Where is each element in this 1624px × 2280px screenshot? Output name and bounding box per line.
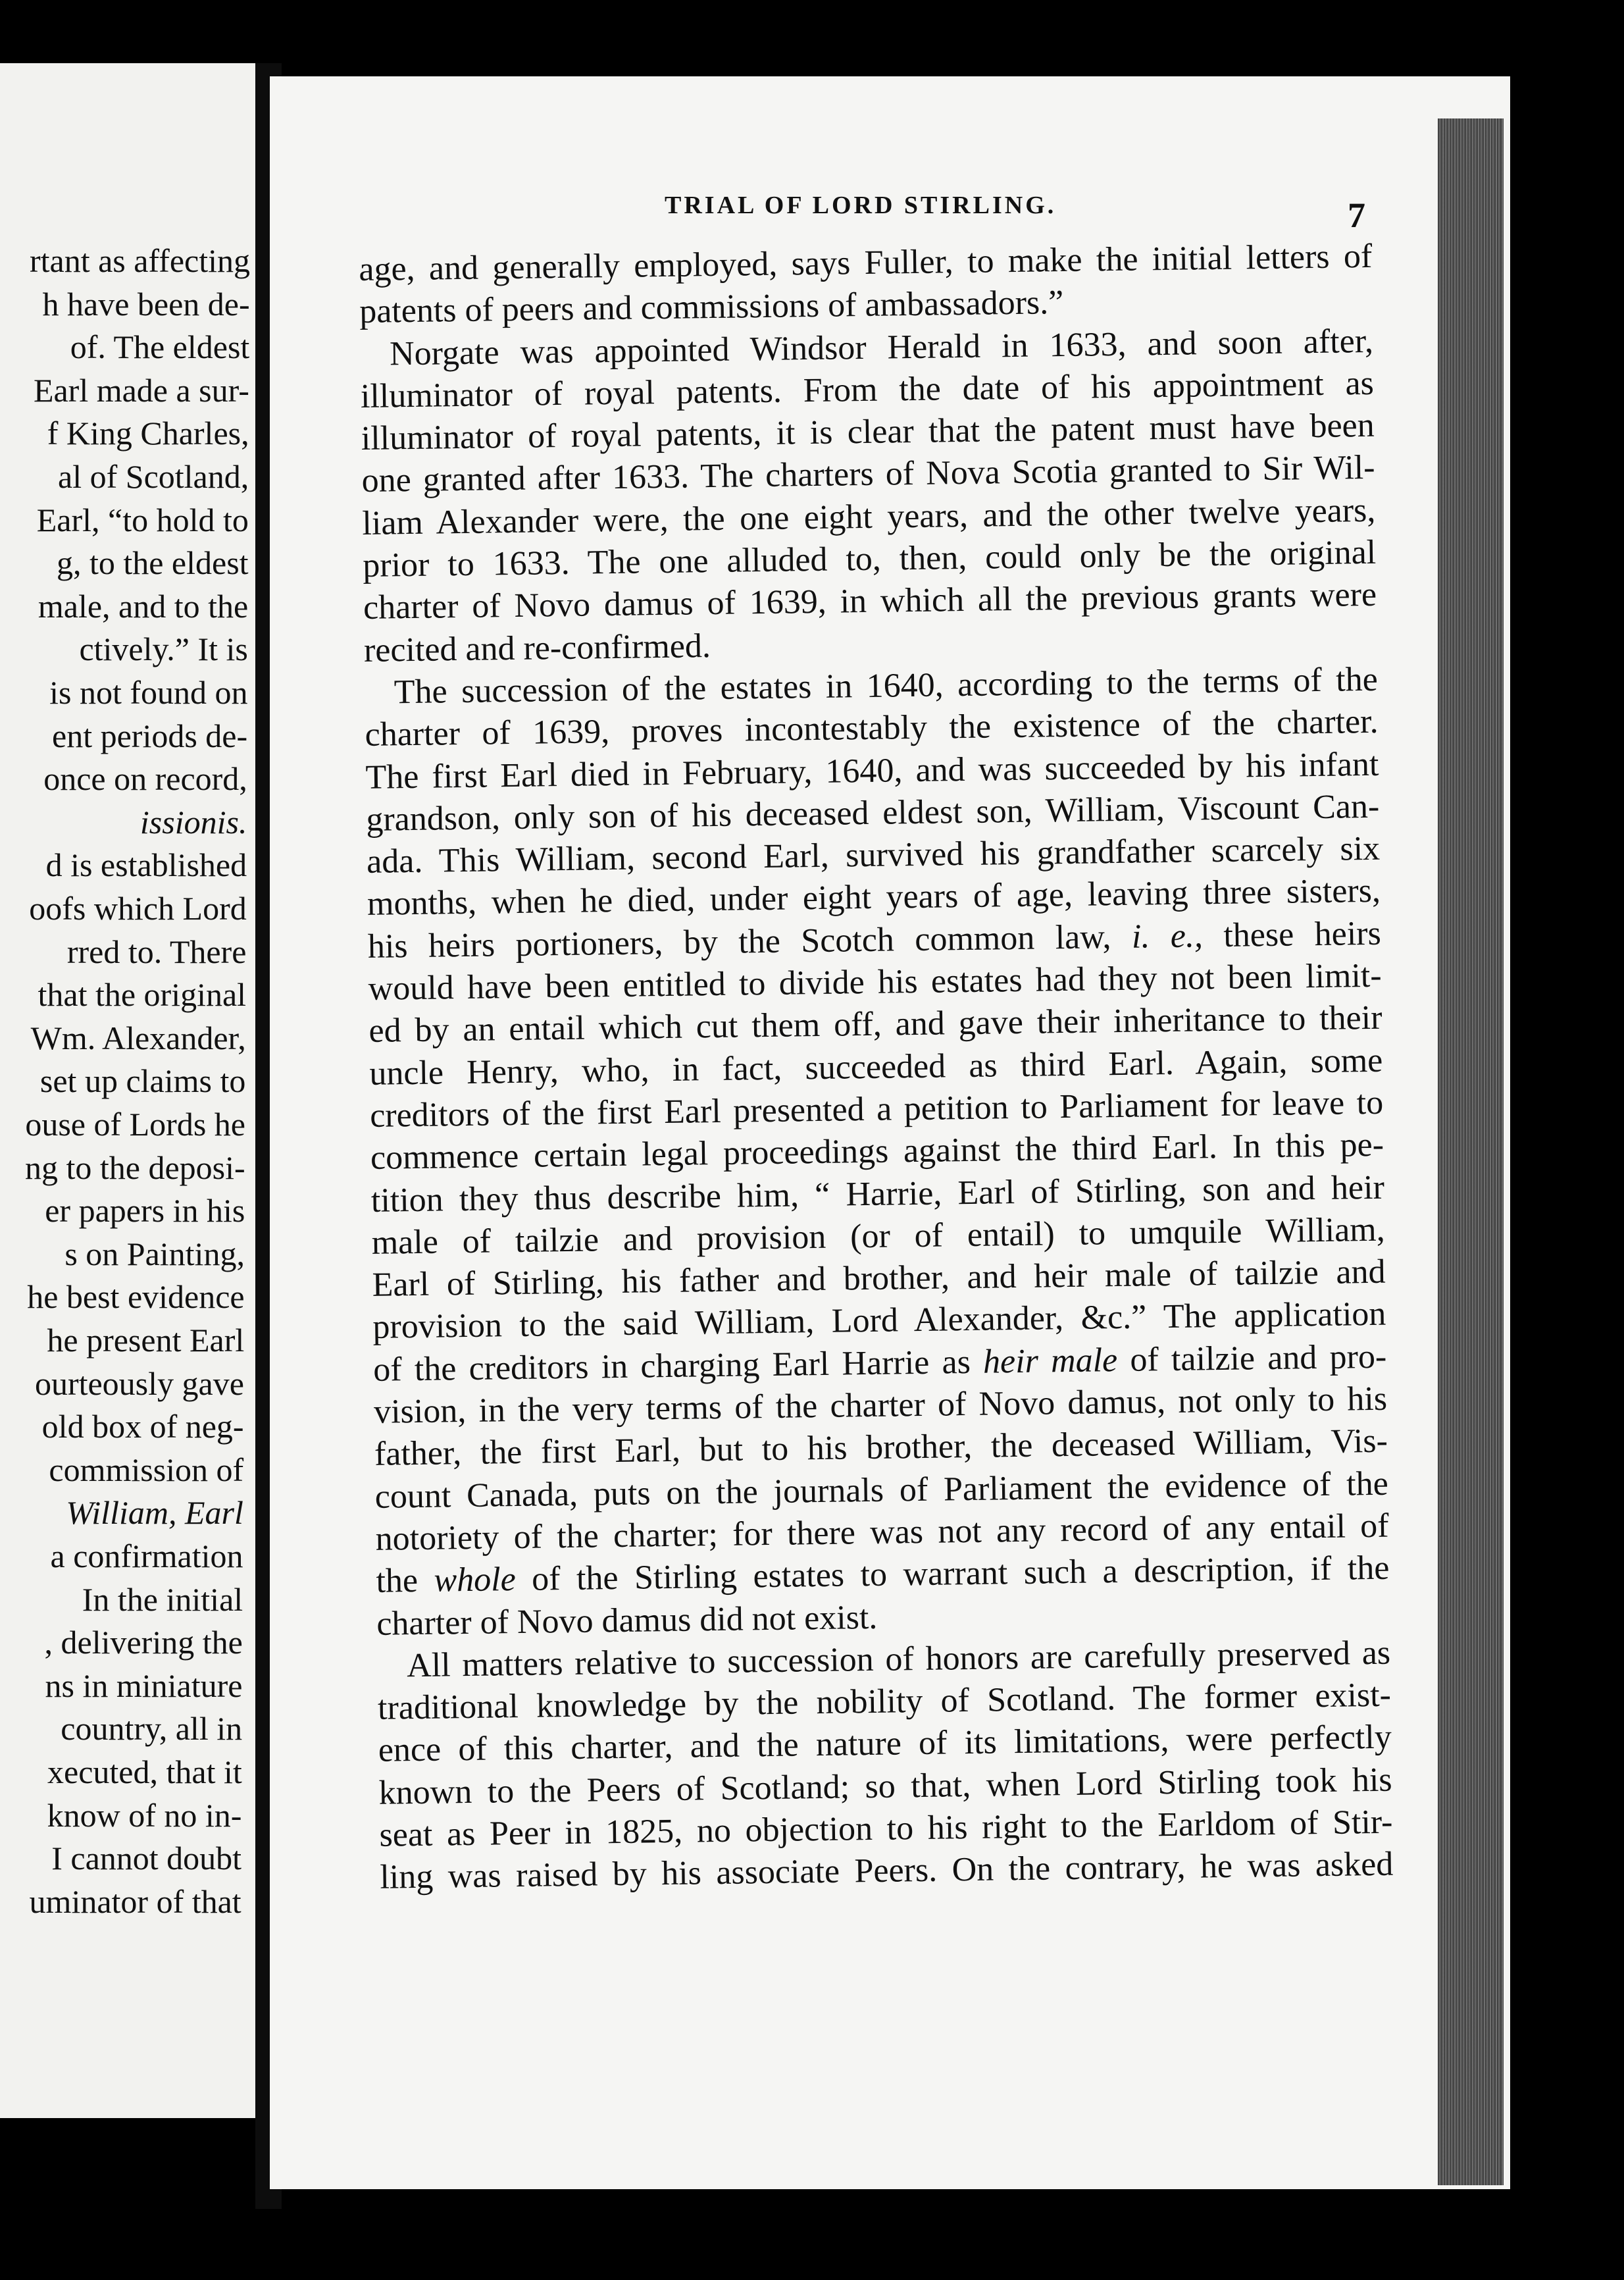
left-page-line: uminator of that bbox=[29, 1882, 241, 1920]
left-page-line: country, all in bbox=[61, 1710, 243, 1748]
text-line: illuminator of royal patents. From the date of his appointment as bbox=[360, 364, 1375, 415]
left-page bbox=[0, 63, 255, 2118]
left-page-line: he present Earl bbox=[47, 1322, 245, 1359]
text-line: ed by an entail which cut them off, and gave their inheritance to their bbox=[368, 999, 1383, 1050]
text-line: provision to the said William, Lord Alexander, &c.” The application bbox=[372, 1295, 1386, 1347]
text-line: liam Alexander were, the one eight years, and the other twelve years, bbox=[362, 491, 1376, 542]
left-page-line: ouse of Lords he bbox=[25, 1106, 245, 1143]
text-line: patents of peers and commissions of ambassadors.” bbox=[359, 284, 1064, 331]
left-page-line: er papers in his bbox=[45, 1192, 245, 1230]
left-page-line: s on Painting, bbox=[64, 1235, 245, 1272]
text-line: ence of this charter, and the nature of its limitations, were perfectly bbox=[378, 1719, 1392, 1770]
page-fore-edge bbox=[1438, 118, 1504, 2185]
text-line: charter of Novo damus did not exist. bbox=[376, 1598, 878, 1643]
left-page-line: h have been de- bbox=[42, 285, 250, 323]
left-page-line: I cannot doubt bbox=[51, 1840, 242, 1877]
left-page-line: rred to. There bbox=[66, 933, 247, 970]
text-line: would have been entitled to divide his estates had they not been limit- bbox=[368, 956, 1382, 1008]
text-line: Norgate was appointed Windsor Herald in 1633, and soon after, bbox=[389, 322, 1374, 373]
left-page-line: In the initial bbox=[82, 1580, 243, 1618]
left-page-line: d is established bbox=[45, 846, 247, 884]
left-page-line: , delivering the bbox=[44, 1624, 243, 1661]
text-segment: of the creditors in charging Earl Harrie as bbox=[372, 1343, 984, 1389]
text-line: known to the Peers of Scotland; so that, when Lord Stirling took his bbox=[378, 1761, 1392, 1812]
left-page-line: issionis. bbox=[140, 803, 247, 841]
text-line: ling was raised by his associate Peers. On the contrary, he was asked bbox=[380, 1845, 1394, 1897]
text-line: The succession of the estates in 1640, according to the terms of the bbox=[393, 660, 1379, 712]
page-number: 7 bbox=[1348, 195, 1365, 235]
text-line: grandson, only son of his deceased eldest son, William, Viscount Can- bbox=[365, 787, 1380, 839]
text-segment: these heirs bbox=[1202, 914, 1382, 955]
italic-text: i. e., bbox=[1131, 917, 1204, 956]
left-page-line: ns in miniature bbox=[45, 1667, 243, 1704]
text-line: All matters relative to succession of honors are carefully preserved as bbox=[406, 1634, 1391, 1685]
text-line: months, when he died, under eight years of age, leaving three sisters, bbox=[367, 872, 1381, 923]
text-line: seat as Peer in 1825, no objection to his right to the Earldom of Stir- bbox=[379, 1803, 1393, 1854]
text-line: Earl of Stirling, his father and brother, and heir male of tailzie and bbox=[372, 1253, 1386, 1304]
italic-text: heir male bbox=[982, 1341, 1118, 1381]
text-line: ada. This William, second Earl, survived his grandfather scarcely six bbox=[366, 829, 1381, 881]
text-line: creditors of the first Earl presented a petition to Parliament for leave to bbox=[369, 1083, 1384, 1135]
text-segment: of the Stirling estates to warrant such a description, if the bbox=[515, 1549, 1390, 1599]
text-line: father, the first Earl, but to his brother, the deceased William, Vis- bbox=[374, 1422, 1388, 1474]
left-page-line: ng to the deposi- bbox=[24, 1149, 245, 1186]
left-page-line: Wm. Alexander, bbox=[30, 1019, 246, 1056]
left-page-line: f King Charles, bbox=[47, 415, 249, 452]
left-page-line: a confirmation bbox=[50, 1538, 243, 1574]
italic-text: whole bbox=[434, 1561, 517, 1599]
left-page-line: xecuted, that it bbox=[47, 1753, 242, 1790]
left-page-line: that the original bbox=[38, 976, 247, 1014]
left-page-line: male, and to the bbox=[38, 587, 249, 625]
left-page-line: Earl made a sur- bbox=[33, 371, 249, 409]
text-line: prior to 1633. The one alluded to, then, could only be the original bbox=[362, 533, 1377, 585]
left-page-line: commission of bbox=[49, 1451, 244, 1488]
left-page-line: once on record, bbox=[43, 760, 247, 798]
left-page-line: know of no in- bbox=[47, 1796, 242, 1834]
left-page-line: oofs which Lord bbox=[29, 890, 247, 927]
left-page-line: old box of neg- bbox=[41, 1408, 244, 1445]
text-segment: his heirs portioners, by the Scotch common law, bbox=[367, 918, 1132, 966]
left-page-line: rtant as affecting bbox=[29, 242, 250, 279]
text-line: recited and re-confirmed. bbox=[363, 627, 711, 669]
text-line: uncle Henry, who, in fact, succeeded as third Earl. Again, some bbox=[369, 1041, 1383, 1093]
left-page-line: he best evidence bbox=[27, 1278, 245, 1316]
text-line: count Canada, puts on the journals of Parliament the evidence of the bbox=[374, 1464, 1389, 1516]
left-page-line: ent periods de- bbox=[52, 717, 248, 754]
left-page-line: of. The eldest bbox=[70, 328, 250, 366]
left-page-line: g, to the eldest bbox=[56, 544, 249, 582]
left-page-line: al of Scotland, bbox=[58, 458, 249, 495]
left-page-line: set up claims to bbox=[39, 1062, 246, 1100]
text-line: male of tailzie and provision (or of entail) to umquile William, bbox=[371, 1210, 1386, 1262]
text-line: vision, in the very terms of the charter of Novo damus, not only to his bbox=[373, 1380, 1388, 1431]
left-page-line: ourteously gave bbox=[34, 1364, 244, 1402]
body-text bbox=[359, 236, 1394, 1900]
left-page-line: is not found on bbox=[49, 674, 248, 711]
left-page-line: ctively.” It is bbox=[79, 631, 248, 668]
left-page-line: William, Earl bbox=[66, 1494, 243, 1532]
text-line: charter of 1639, proves incontestably the existence of the charter. bbox=[365, 703, 1379, 754]
text-segment: of tailzie and pro- bbox=[1117, 1337, 1387, 1379]
text-line: tition they thus describe him, “ Harrie, Earl of Stirling, son and heir bbox=[370, 1168, 1385, 1220]
text-segment: the bbox=[376, 1561, 434, 1601]
text-line: one granted after 1633. The charters of Nova Scotia granted to Sir Wil- bbox=[361, 449, 1375, 500]
text-line: traditional knowledge by the nobility of Scotland. The former exist- bbox=[377, 1676, 1392, 1727]
left-page-line: Earl, “to hold to bbox=[36, 501, 249, 538]
text-line: age, and generally employed, says Fuller, to make the initial letters of bbox=[359, 237, 1373, 288]
running-head: TRIAL OF LORD STIRLING. bbox=[665, 192, 1057, 219]
text-line: The first Earl died in February, 1640, and was succeeded by his infant bbox=[365, 745, 1379, 796]
text-line: charter of Novo damus of 1639, in which all the previous grants were bbox=[363, 576, 1377, 627]
text-line: illuminator of royal patents, it is clear that the patent must have been bbox=[361, 407, 1375, 458]
text-line: commence certain legal proceedings against the third Earl. In this pe- bbox=[370, 1126, 1384, 1178]
text-line: notoriety of the charter; for there was not any record of any entail of bbox=[375, 1507, 1389, 1558]
